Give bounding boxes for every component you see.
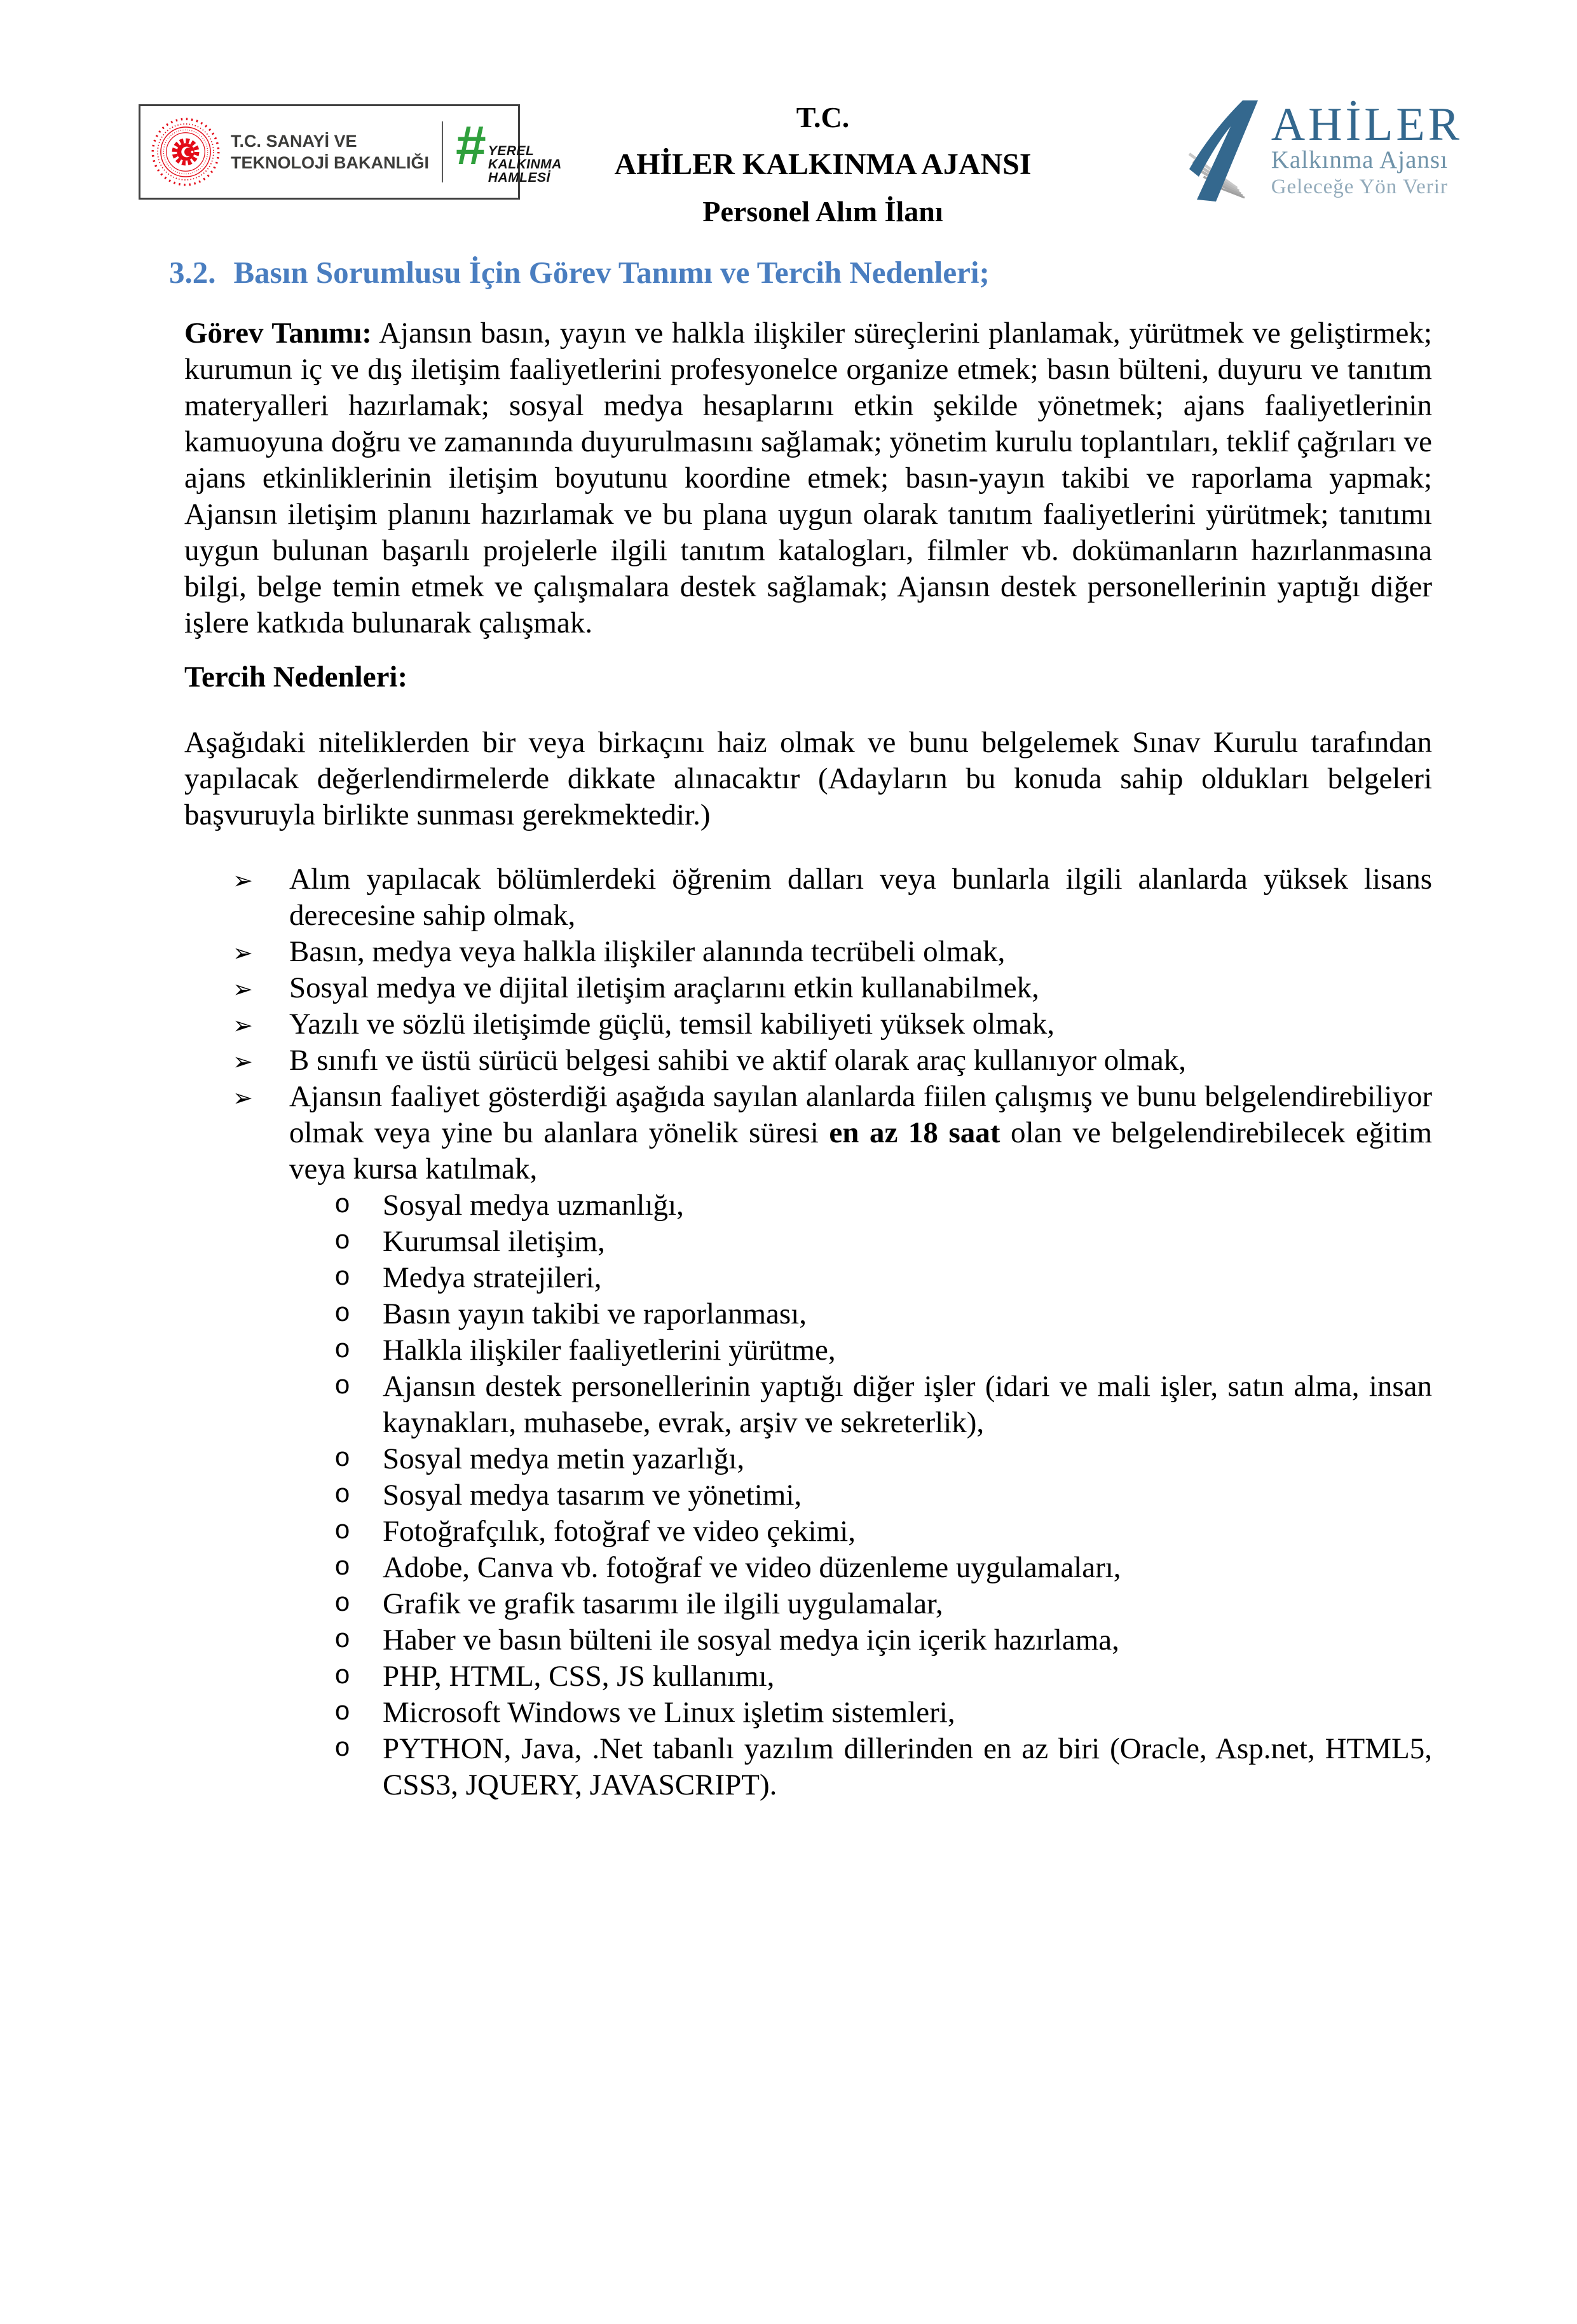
experience-area-item-text: Sosyal medya tasarım ve yönetimi,: [383, 1479, 802, 1512]
experience-area-item-text: Ajansın destek personellerinin yaptığı diğer işler (idari ve mali işler, satın alma, insan kaynakları, muhasebe, evrak, arşiv ve sekreterlik),: [383, 1370, 1432, 1439]
ahiler-logo-subtitle: Kalkınma Ajansı: [1271, 146, 1448, 174]
preference-item-text: [289, 1008, 1055, 1041]
arrow-bullet-icon: ➢: [233, 939, 253, 967]
experience-area-item: [184, 1296, 1432, 1332]
circle-bullet-icon: o: [334, 1299, 351, 1329]
circle-bullet-icon: o: [334, 1516, 351, 1547]
title-tc: T.C.: [796, 101, 850, 133]
experience-area-item: [184, 1332, 1432, 1369]
preference-item: [184, 970, 1432, 1006]
preference-item-text-pre: Ajansın faaliyet gösterdiği aşağıda sayılan alanlarda fiilen çalışmış ve bunu belgelendirebiliyor olmak veya yine bu alanlara yönelik süresi: [289, 1080, 1432, 1149]
preference-item-text-bold: en az 18 saat: [829, 1116, 1000, 1149]
arrow-bullet-icon: ➢: [233, 1011, 253, 1039]
experience-area-item: [184, 1731, 1432, 1803]
ahiler-logo-tagline: Geleceğe Yön Verir: [1271, 175, 1448, 198]
title-announcement: Personel Alım İlanı: [702, 195, 943, 228]
circle-bullet-icon: o: [334, 1697, 351, 1728]
preference-item-text-pre: B sınıfı ve üstü sürücü belgesi sahibi ve aktif olarak araç kullanıyor olmak,: [289, 1044, 1186, 1077]
experience-area-item: [184, 1586, 1432, 1622]
circle-bullet-icon: o: [334, 1589, 351, 1619]
preference-item-text: [289, 971, 1039, 1004]
experience-area-item: [184, 1441, 1432, 1477]
experience-area-item: [184, 1369, 1432, 1441]
experience-area-item: [184, 1695, 1432, 1731]
hamle-line-2: KALKINMA: [488, 156, 562, 172]
experience-area-item: [184, 1550, 1432, 1586]
circle-bullet-icon: o: [334, 1335, 351, 1365]
preference-item-text: [289, 1044, 1186, 1077]
hamle-line-3: HAMLESİ: [488, 170, 550, 185]
document-header: [139, 94, 1463, 229]
experience-area-item-text: Sosyal medya uzmanlığı,: [383, 1189, 684, 1222]
circle-bullet-icon: o: [334, 1226, 351, 1257]
circle-bullet-icon: o: [334, 1625, 351, 1655]
preference-item: [184, 861, 1432, 934]
arrow-bullet-icon: ➢: [233, 975, 253, 1003]
preference-item-text: [289, 935, 1005, 968]
circle-bullet-icon: o: [334, 1661, 351, 1692]
ahiler-logo-text: [1271, 98, 1463, 199]
circle-bullet-icon: o: [334, 1190, 351, 1220]
preference-item: [184, 1006, 1432, 1042]
experience-area-item-text: Haber ve basın bülteni ile sosyal medya için içerik hazırlama,: [383, 1623, 1119, 1657]
experience-area-item-text: Grafik ve grafik tasarımı ile ilgili uygulamalar,: [383, 1587, 943, 1620]
yerel-kalkinma-hamlesi-logo: [456, 114, 562, 185]
section-number: 3.2.: [169, 255, 216, 290]
preference-item-text-pre: Sosyal medya ve dijital iletişim araçlarını etkin kullanabilmek,: [289, 971, 1039, 1004]
experience-area-item-text: PHP, HTML, CSS, JS kullanımı,: [383, 1660, 775, 1693]
experience-area-item-text: Medya stratejileri,: [383, 1261, 602, 1294]
ministry-name: [231, 130, 429, 174]
experience-area-item: [184, 1658, 1432, 1695]
experience-area-item: [184, 1622, 1432, 1658]
ahiler-logo-name: AHİLER: [1271, 98, 1463, 151]
experience-area-list: [184, 1187, 1432, 1803]
ministry-name-line2: TEKNOLOJİ BAKANLIĞI: [231, 153, 430, 172]
experience-area-item: [184, 1187, 1432, 1224]
circle-bullet-icon: o: [334, 1371, 351, 1402]
document-page: [0, 94, 1577, 2324]
preference-item-text-post: olan ve belgelendirebilecek eğitim veya kursa katılmak,: [289, 1116, 1432, 1186]
preference-item-text: [289, 1080, 1432, 1186]
arrow-bullet-icon: ➢: [233, 866, 253, 894]
section-title: Basın Sorumlusu İçin Görev Tanımı ve Tercih Nedenleri;: [233, 255, 990, 290]
circle-bullet-icon: o: [334, 1733, 351, 1764]
experience-area-item-text: Sosyal medya metin yazarlığı,: [383, 1442, 745, 1475]
circle-bullet-icon: o: [334, 1480, 351, 1510]
experience-area-item-text: Basın yayın takibi ve raporlanması,: [383, 1297, 807, 1330]
preference-item: [184, 1079, 1432, 1187]
experience-area-item-text: Microsoft Windows ve Linux işletim sistemleri,: [383, 1696, 955, 1729]
preference-list: [184, 861, 1432, 1187]
hamle-line-1: YEREL: [488, 143, 535, 158]
ahiler-a-icon: [1182, 95, 1267, 207]
arrow-bullet-icon: ➢: [233, 1048, 253, 1076]
job-description-text: Ajansın basın, yayın ve halkla ilişkiler süreçlerini planlamak, yürütmek ve geliştirmek; kurumun iç ve dış iletişim faaliyetlerini profesyonelce organize etmek; basın bülteni, duyuru ve tanıtım materyalleri hazırlamak; sosyal medya hesaplarını etkin şekilde yönetmek; ajans faaliyetlerinin kamuoyuna doğru ve zamanında duyurulmasını sağlamak; yönetim kurulu toplantıları, teklif çağrıları ve ajans etkinliklerinin iletişim boyutunu koordine etmek; basın-yayın takibi ve raporlama yapmak; Ajansın iletişim planını hazırlamak ve bu plana uygun olarak tanıtım faaliyetlerini yürütmek; tanıtımı uygun bulunan başarılı projelerle ilgili tanıtım katalogları, filmler vb. dokümanların hazırlanmasına bilgi, belge temin etmek ve çalışmalara destek sağlamak; Ajansın destek personellerinin yaptığı diğer işlere katkıda bulunarak çalışmak.: [184, 317, 1433, 639]
ahiler-logo: [1182, 95, 1463, 207]
preference-item: [184, 1042, 1432, 1079]
experience-area-item-text: Adobe, Canva vb. fotoğraf ve video düzenleme uygulamaları,: [383, 1551, 1121, 1584]
preference-item-text: [289, 863, 1432, 932]
logo-divider: [442, 121, 443, 182]
hashtag-icon: #: [456, 114, 486, 176]
circle-bullet-icon: o: [334, 1444, 351, 1474]
section-heading: [169, 253, 1432, 292]
experience-area-item-text: PYTHON, Java, .Net tabanlı yazılım dillerinden en az biri (Oracle, Asp.net, HTML5, CSS3, JQUERY, JAVASCRIPT).: [383, 1732, 1432, 1801]
arrow-bullet-icon: ➢: [233, 1084, 253, 1112]
experience-area-item-text: Halkla ilişkiler faaliyetlerini yürütme,: [383, 1334, 836, 1367]
preference-item-text-pre: Yazılı ve sözlü iletişimde güçlü, temsil kabiliyeti yüksek olmak,: [289, 1008, 1055, 1041]
experience-area-item-text: Fotoğrafçılık, fotoğraf ve video çekimi,: [383, 1515, 856, 1548]
ministry-name-line1: T.C. SANAYİ VE: [231, 132, 357, 151]
preference-item-text-pre: Alım yapılacak bölümlerdeki öğrenim dalları veya bunlarla ilgili alanlarda yüksek lisans derecesine sahip olmak,: [289, 863, 1432, 932]
ministry-emblem-icon: [151, 117, 221, 187]
experience-area-item: [184, 1260, 1432, 1296]
experience-area-item-text: Kurumsal iletişim,: [383, 1225, 605, 1258]
preference-item: [184, 934, 1432, 970]
job-description-paragraph: [184, 315, 1432, 641]
preference-item-text-pre: Basın, medya veya halkla ilişkiler alanında tecrübeli olmak,: [289, 935, 1006, 968]
circle-bullet-icon: o: [334, 1262, 351, 1293]
experience-area-item: [184, 1477, 1432, 1514]
title-agency: AHİLER KALKINMA AJANSI: [614, 147, 1032, 181]
preferences-intro: Aşağıdaki niteliklerden bir veya birkaçını haiz olmak ve bunu belgelemek Sınav Kurulu tarafından yapılacak değerlendirmelerde dikkate alınacaktır (Adayların bu konuda sahip oldukları belgeleri başvuruyla birlikte sunması gerekmektedir.): [184, 726, 1432, 831]
experience-area-item: [184, 1224, 1432, 1260]
document-title-block: [614, 94, 1031, 235]
hamle-text: [488, 144, 562, 184]
document-body: [169, 253, 1433, 1803]
circle-bullet-icon: o: [334, 1552, 351, 1583]
ministry-logo: [139, 104, 562, 200]
job-description-label: Görev Tanımı:: [184, 317, 372, 350]
experience-area-item: [184, 1514, 1432, 1550]
preferences-heading: Tercih Nedenleri:: [184, 660, 408, 694]
